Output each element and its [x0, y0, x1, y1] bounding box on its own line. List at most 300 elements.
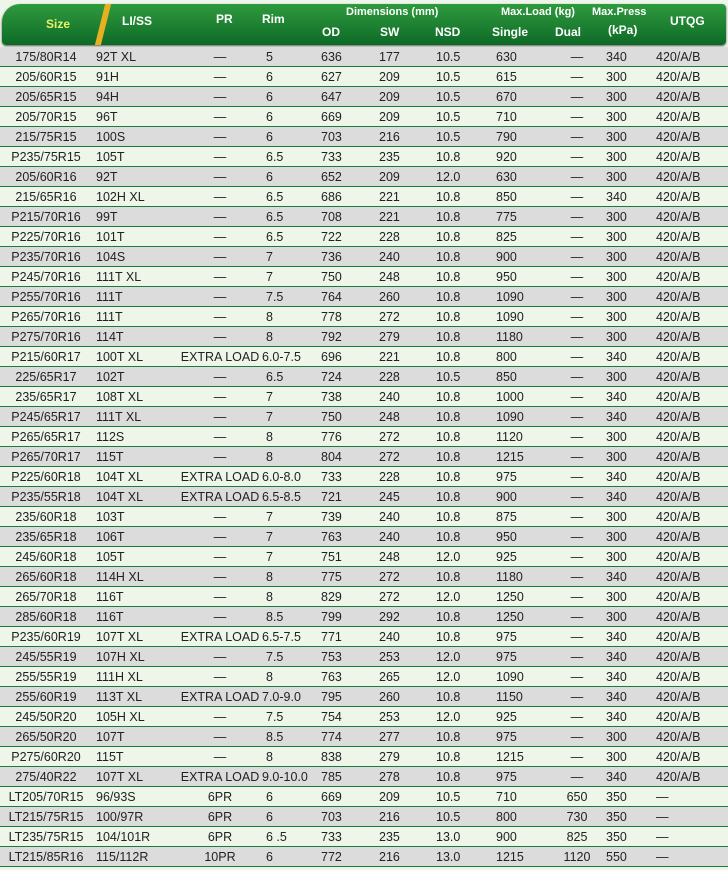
cell-load-dual: — [552, 427, 602, 447]
cell-load-single: 1250 [492, 587, 552, 607]
cell-load-dual: — [552, 627, 602, 647]
cell-load-single: 1090 [492, 307, 552, 327]
cell-load-single: 630 [492, 167, 552, 187]
cell-load-single: 710 [492, 787, 552, 807]
cell-pr: 6PR [178, 827, 262, 847]
cell-nsd: 10.8 [432, 187, 492, 207]
cell-load-single: 925 [492, 547, 552, 567]
header-sw: SW [380, 25, 400, 39]
cell-load-single: 925 [492, 707, 552, 727]
cell-nsd: 13.0 [432, 847, 492, 867]
cell-nsd: 10.8 [432, 207, 492, 227]
cell-sw: 240 [375, 627, 432, 647]
cell-rim: 6 .5 [262, 827, 317, 847]
cell-nsd: 10.8 [432, 687, 492, 707]
cell-utqg: 420/A/B [652, 247, 728, 267]
cell-nsd: 10.8 [432, 327, 492, 347]
cell-od: 763 [317, 527, 375, 547]
cell-nsd: 10.8 [432, 567, 492, 587]
cell-utqg: 420/A/B [652, 627, 728, 647]
cell-load-single: 1090 [492, 407, 552, 427]
header-od: OD [322, 25, 340, 39]
cell-sw: 278 [375, 767, 432, 787]
cell-rim: 6 [262, 127, 317, 147]
cell-nsd: 10.8 [432, 227, 492, 247]
cell-utqg: 420/A/B [652, 307, 728, 327]
cell-nsd: 10.8 [432, 467, 492, 487]
cell-utqg: 420/A/B [652, 267, 728, 287]
cell-li-ss: 91H [92, 67, 178, 87]
cell-sw: 240 [375, 387, 432, 407]
cell-sw: 272 [375, 567, 432, 587]
cell-size: P235/55R18 [0, 487, 92, 507]
cell-size: P265/65R17 [0, 427, 92, 447]
cell-load-dual: — [552, 467, 602, 487]
cell-nsd: 10.8 [432, 627, 492, 647]
cell-li-ss: 108T XL [92, 387, 178, 407]
cell-load-dual: — [552, 287, 602, 307]
cell-pr: EXTRA LOAD [178, 767, 262, 787]
cell-nsd: 10.5 [432, 67, 492, 87]
header-dimensions: Dimensions (mm) [346, 6, 439, 18]
cell-size: P265/70R16 [0, 307, 92, 327]
cell-sw: 272 [375, 307, 432, 327]
cell-pr: — [178, 87, 262, 107]
cell-load-dual: — [552, 227, 602, 247]
cell-utqg: 420/A/B [652, 747, 728, 767]
cell-load-single: 900 [492, 487, 552, 507]
cell-utqg: 420/A/B [652, 507, 728, 527]
cell-nsd: 10.8 [432, 527, 492, 547]
table-row [0, 227, 728, 247]
cell-size: 175/80R14 [0, 47, 92, 67]
cell-pr: — [178, 127, 262, 147]
cell-od: 696 [317, 347, 375, 367]
cell-li-ss: 100/97R [92, 807, 178, 827]
cell-rim: 8 [262, 567, 317, 587]
cell-size: 265/70R18 [0, 587, 92, 607]
table-row [0, 127, 728, 147]
cell-sw: 228 [375, 467, 432, 487]
cell-utqg: 420/A/B [652, 447, 728, 467]
cell-rim: 6.5-8.5 [262, 487, 317, 507]
table-row [0, 627, 728, 647]
cell-utqg: 420/A/B [652, 87, 728, 107]
cell-max-press: 350 [602, 807, 652, 827]
cell-utqg: — [652, 807, 728, 827]
cell-li-ss: 115T [92, 447, 178, 467]
cell-sw: 277 [375, 727, 432, 747]
cell-nsd: 10.5 [432, 47, 492, 67]
cell-nsd: 12.0 [432, 547, 492, 567]
cell-utqg: 420/A/B [652, 47, 728, 67]
cell-nsd: 10.8 [432, 347, 492, 367]
cell-rim: 9.0-10.0 [262, 767, 317, 787]
cell-nsd: 10.8 [432, 487, 492, 507]
cell-rim: 8 [262, 447, 317, 467]
table-row [0, 367, 728, 387]
table-row [0, 787, 728, 807]
cell-load-dual: — [552, 47, 602, 67]
cell-rim: 7 [262, 267, 317, 287]
cell-size: P245/65R17 [0, 407, 92, 427]
cell-utqg: 420/A/B [652, 707, 728, 727]
cell-load-dual: — [552, 727, 602, 747]
table-row [0, 47, 728, 67]
cell-load-single: 1120 [492, 427, 552, 447]
cell-od: 763 [317, 667, 375, 687]
cell-utqg: 420/A/B [652, 327, 728, 347]
cell-load-dual: — [552, 367, 602, 387]
cell-load-dual: — [552, 267, 602, 287]
cell-li-ss: 115T [92, 747, 178, 767]
cell-size: LT205/70R15 [0, 787, 92, 807]
cell-sw: 279 [375, 327, 432, 347]
cell-size: 235/65R18 [0, 527, 92, 547]
cell-li-ss: 111T [92, 307, 178, 327]
cell-rim: 8 [262, 427, 317, 447]
cell-pr: — [178, 247, 262, 267]
cell-load-single: 850 [492, 367, 552, 387]
cell-pr: EXTRA LOAD [178, 627, 262, 647]
cell-utqg: 420/A/B [652, 607, 728, 627]
cell-li-ss: 107T XL [92, 767, 178, 787]
cell-utqg: 420/A/B [652, 207, 728, 227]
cell-pr: EXTRA LOAD [178, 487, 262, 507]
table-row [0, 587, 728, 607]
cell-pr: — [178, 367, 262, 387]
header-utqg: UTQG [670, 14, 705, 28]
cell-size: LT235/75R15 [0, 827, 92, 847]
cell-sw: 240 [375, 527, 432, 547]
cell-od: 778 [317, 307, 375, 327]
cell-load-single: 975 [492, 627, 552, 647]
cell-sw: 260 [375, 687, 432, 707]
table-row [0, 607, 728, 627]
cell-size: P225/70R16 [0, 227, 92, 247]
cell-size: 205/70R15 [0, 107, 92, 127]
cell-li-ss: 116T [92, 607, 178, 627]
cell-rim: 7.5 [262, 707, 317, 727]
cell-max-press: 350 [602, 827, 652, 847]
cell-sw: 209 [375, 87, 432, 107]
cell-load-single: 1000 [492, 387, 552, 407]
table-row [0, 67, 728, 87]
cell-load-dual: — [552, 527, 602, 547]
cell-utqg: 420/A/B [652, 387, 728, 407]
cell-li-ss: 92T XL [92, 47, 178, 67]
cell-load-dual: — [552, 607, 602, 627]
cell-load-single: 670 [492, 87, 552, 107]
cell-max-press: 350 [602, 787, 652, 807]
cell-size: 245/55R19 [0, 647, 92, 667]
cell-nsd: 10.8 [432, 387, 492, 407]
cell-load-dual: — [552, 707, 602, 727]
cell-sw: 240 [375, 247, 432, 267]
cell-max-press: 300 [602, 507, 652, 527]
cell-sw: 228 [375, 227, 432, 247]
cell-li-ss: 100T XL [92, 347, 178, 367]
cell-max-press: 340 [602, 47, 652, 67]
cell-nsd: 12.0 [432, 707, 492, 727]
cell-rim: 6.5 [262, 227, 317, 247]
cell-li-ss: 104/101R [92, 827, 178, 847]
cell-od: 754 [317, 707, 375, 727]
cell-load-single: 1150 [492, 687, 552, 707]
cell-rim: 6.5 [262, 367, 317, 387]
cell-load-single: 800 [492, 347, 552, 367]
cell-od: 733 [317, 467, 375, 487]
cell-load-dual: — [552, 347, 602, 367]
header-single: Single [492, 25, 529, 39]
cell-pr: — [178, 427, 262, 447]
cell-load-single: 875 [492, 507, 552, 527]
cell-rim: 6.0-7.5 [262, 347, 317, 367]
table-row [0, 547, 728, 567]
cell-rim: 8 [262, 747, 317, 767]
table-row [0, 527, 728, 547]
cell-rim: 5 [262, 47, 317, 67]
cell-nsd: 10.8 [432, 247, 492, 267]
cell-max-press: 300 [602, 67, 652, 87]
cell-utqg: 420/A/B [652, 187, 728, 207]
table-row [0, 467, 728, 487]
cell-utqg: 420/A/B [652, 727, 728, 747]
cell-sw: 209 [375, 107, 432, 127]
table-row [0, 827, 728, 847]
cell-size: 265/50R20 [0, 727, 92, 747]
cell-max-press: 300 [602, 167, 652, 187]
cell-utqg: 420/A/B [652, 487, 728, 507]
cell-nsd: 10.5 [432, 87, 492, 107]
cell-max-press: 300 [602, 367, 652, 387]
cell-nsd: 10.8 [432, 767, 492, 787]
cell-nsd: 12.0 [432, 647, 492, 667]
table-row [0, 187, 728, 207]
cell-od: 739 [317, 507, 375, 527]
cell-size: 235/60R18 [0, 507, 92, 527]
table-row [0, 347, 728, 367]
cell-load-single: 975 [492, 767, 552, 787]
cell-rim: 6.5 [262, 187, 317, 207]
cell-pr: — [178, 307, 262, 327]
cell-utqg: 420/A/B [652, 567, 728, 587]
cell-rim: 6.5 [262, 207, 317, 227]
cell-size: P225/60R18 [0, 467, 92, 487]
cell-li-ss: 101T [92, 227, 178, 247]
cell-od: 721 [317, 487, 375, 507]
cell-li-ss: 105T [92, 547, 178, 567]
cell-load-dual: — [552, 547, 602, 567]
table-row [0, 667, 728, 687]
cell-sw: 177 [375, 47, 432, 67]
cell-load-dual: — [552, 67, 602, 87]
cell-load-dual: — [552, 507, 602, 527]
cell-size: 225/65R17 [0, 367, 92, 387]
cell-load-single: 630 [492, 47, 552, 67]
cell-nsd: 13.0 [432, 827, 492, 847]
cell-max-press: 340 [602, 347, 652, 367]
cell-utqg: 420/A/B [652, 587, 728, 607]
cell-nsd: 10.8 [432, 307, 492, 327]
cell-li-ss: 114H XL [92, 567, 178, 587]
cell-max-press: 340 [602, 487, 652, 507]
cell-pr: — [178, 447, 262, 467]
cell-utqg: 420/A/B [652, 407, 728, 427]
cell-rim: 7 [262, 527, 317, 547]
table-row [0, 507, 728, 527]
cell-pr: — [178, 147, 262, 167]
cell-rim: 8 [262, 587, 317, 607]
cell-size: 255/60R19 [0, 687, 92, 707]
cell-load-single: 900 [492, 247, 552, 267]
cell-rim: 7 [262, 547, 317, 567]
cell-od: 722 [317, 227, 375, 247]
cell-od: 724 [317, 367, 375, 387]
cell-pr: — [178, 667, 262, 687]
cell-od: 652 [317, 167, 375, 187]
cell-sw: 260 [375, 287, 432, 307]
table-row [0, 307, 728, 327]
cell-li-ss: 92T [92, 167, 178, 187]
header-rim: Rim [262, 12, 285, 26]
cell-li-ss: 114T [92, 327, 178, 347]
table-row [0, 807, 728, 827]
cell-load-dual: — [552, 587, 602, 607]
cell-pr: — [178, 67, 262, 87]
cell-li-ss: 105T [92, 147, 178, 167]
cell-sw: 265 [375, 667, 432, 687]
cell-nsd: 10.5 [432, 807, 492, 827]
cell-pr: EXTRA LOAD [178, 347, 262, 367]
cell-sw: 235 [375, 827, 432, 847]
cell-utqg: 420/A/B [652, 687, 728, 707]
cell-load-single: 790 [492, 127, 552, 147]
cell-load-single: 800 [492, 807, 552, 827]
cell-rim: 8 [262, 667, 317, 687]
cell-load-single: 950 [492, 267, 552, 287]
table-row [0, 147, 728, 167]
cell-nsd: 10.8 [432, 407, 492, 427]
cell-load-single: 1180 [492, 567, 552, 587]
cell-od: 795 [317, 687, 375, 707]
cell-load-single: 975 [492, 727, 552, 747]
cell-od: 829 [317, 587, 375, 607]
cell-pr: — [178, 267, 262, 287]
cell-load-single: 975 [492, 647, 552, 667]
cell-utqg: — [652, 847, 728, 867]
cell-pr: — [178, 107, 262, 127]
cell-li-ss: 102H XL [92, 187, 178, 207]
cell-li-ss: 102T [92, 367, 178, 387]
cell-nsd: 10.8 [432, 507, 492, 527]
table-row [0, 447, 728, 467]
table-row [0, 387, 728, 407]
cell-load-single: 1090 [492, 667, 552, 687]
cell-pr: EXTRA LOAD [178, 687, 262, 707]
cell-size: P245/70R16 [0, 267, 92, 287]
cell-size: 235/65R17 [0, 387, 92, 407]
cell-load-dual: 730 [552, 807, 602, 827]
cell-od: 703 [317, 127, 375, 147]
cell-nsd: 10.8 [432, 147, 492, 167]
cell-load-dual: — [552, 87, 602, 107]
cell-pr: — [178, 187, 262, 207]
cell-utqg: 420/A/B [652, 667, 728, 687]
header-dual: Dual [555, 25, 582, 39]
cell-load-dual: — [552, 447, 602, 467]
cell-load-dual: — [552, 147, 602, 167]
cell-pr: — [178, 387, 262, 407]
cell-utqg: 420/A/B [652, 147, 728, 167]
cell-rim: 7 [262, 507, 317, 527]
table-row [0, 267, 728, 287]
cell-utqg: 420/A/B [652, 227, 728, 247]
cell-nsd: 10.8 [432, 447, 492, 467]
cell-nsd: 10.8 [432, 267, 492, 287]
cell-nsd: 10.8 [432, 427, 492, 447]
cell-pr: — [178, 207, 262, 227]
table-header [2, 4, 726, 45]
header-accent-stripe [95, 4, 111, 45]
cell-pr: — [178, 407, 262, 427]
cell-sw: 221 [375, 207, 432, 227]
header-size: Size [46, 17, 71, 31]
cell-rim: 6 [262, 87, 317, 107]
cell-max-press: 300 [602, 287, 652, 307]
cell-load-dual: — [552, 247, 602, 267]
cell-li-ss: 115/112R [92, 847, 178, 867]
cell-utqg: 420/A/B [652, 127, 728, 147]
cell-nsd: 10.8 [432, 287, 492, 307]
cell-pr: — [178, 727, 262, 747]
cell-sw: 248 [375, 547, 432, 567]
header-max-load: Max.Load (kg) [501, 6, 575, 18]
cell-li-ss: 111T [92, 287, 178, 307]
cell-load-single: 1215 [492, 847, 552, 867]
cell-sw: 253 [375, 707, 432, 727]
cell-size: P235/75R15 [0, 147, 92, 167]
cell-utqg: 420/A/B [652, 767, 728, 787]
cell-pr: 6PR [178, 787, 262, 807]
cell-max-press: 300 [602, 427, 652, 447]
cell-size: P235/70R16 [0, 247, 92, 267]
cell-od: 751 [317, 547, 375, 567]
cell-rim: 6 [262, 107, 317, 127]
cell-pr: — [178, 547, 262, 567]
cell-size: P275/60R20 [0, 747, 92, 767]
cell-size: 255/55R19 [0, 667, 92, 687]
cell-rim: 6 [262, 807, 317, 827]
header-nsd: NSD [435, 25, 461, 39]
cell-pr: 10PR [178, 847, 262, 867]
cell-sw: 279 [375, 747, 432, 767]
cell-li-ss: 107H XL [92, 647, 178, 667]
cell-load-single: 775 [492, 207, 552, 227]
table-row [0, 707, 728, 727]
cell-size: 245/50R20 [0, 707, 92, 727]
cell-sw: 272 [375, 587, 432, 607]
cell-pr: — [178, 607, 262, 627]
cell-sw: 245 [375, 487, 432, 507]
cell-utqg: 420/A/B [652, 367, 728, 387]
cell-rim: 6.0-8.0 [262, 467, 317, 487]
cell-sw: 209 [375, 67, 432, 87]
cell-max-press: 300 [602, 227, 652, 247]
cell-pr: — [178, 567, 262, 587]
cell-li-ss: 105H XL [92, 707, 178, 727]
cell-max-press: 300 [602, 327, 652, 347]
